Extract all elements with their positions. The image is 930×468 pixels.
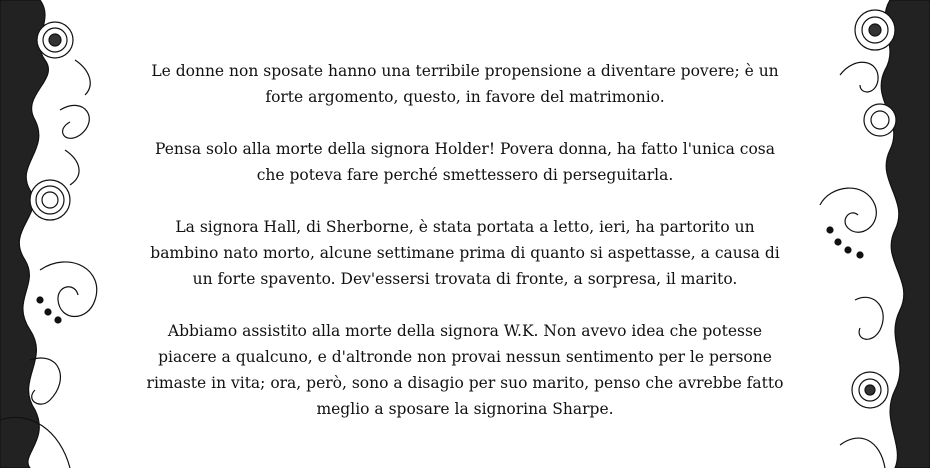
paragraph-4 <box>110 318 820 422</box>
text-line: meglio a sposare la signorina Sharpe. <box>316 400 614 418</box>
text-line: che poteva fare perché smettessero di perseguitarla. <box>256 166 674 184</box>
text-line: Le donne non sposate hanno una terribile propensione a diventare povere; è un <box>151 62 779 80</box>
text-line: rimaste in vita; ora, però, sono a disagio per suo marito, penso che avrebbe fatto <box>146 374 784 392</box>
paragraph-3 <box>110 214 820 292</box>
text-line: piacere a qualcuno, e d'altronde non provai nessun sentimento per le persone <box>158 348 772 366</box>
text-line: La signora Hall, di Sherborne, è stata portata a letto, ieri, ha partorito un <box>175 218 755 236</box>
quote-text-block <box>110 58 820 448</box>
text-line: forte argomento, questo, in favore del matrimonio. <box>265 88 665 106</box>
paragraph-2 <box>110 136 820 188</box>
text-line: bambino nato morto, alcune settimane prima di quanto si aspettasse, a causa di <box>150 244 780 262</box>
text-line: Abbiamo assistito alla morte della signora W.K. Non avevo idea che potesse <box>167 322 763 340</box>
text-line: un forte spavento. Dev'essersi trovata di fronte, a sorpresa, il marito. <box>192 270 738 288</box>
text-line: Pensa solo alla morte della signora Holder! Povera donna, ha fatto l'unica cosa <box>155 140 775 158</box>
left-floral-border-icon <box>0 0 120 468</box>
paragraph-1 <box>110 58 820 110</box>
